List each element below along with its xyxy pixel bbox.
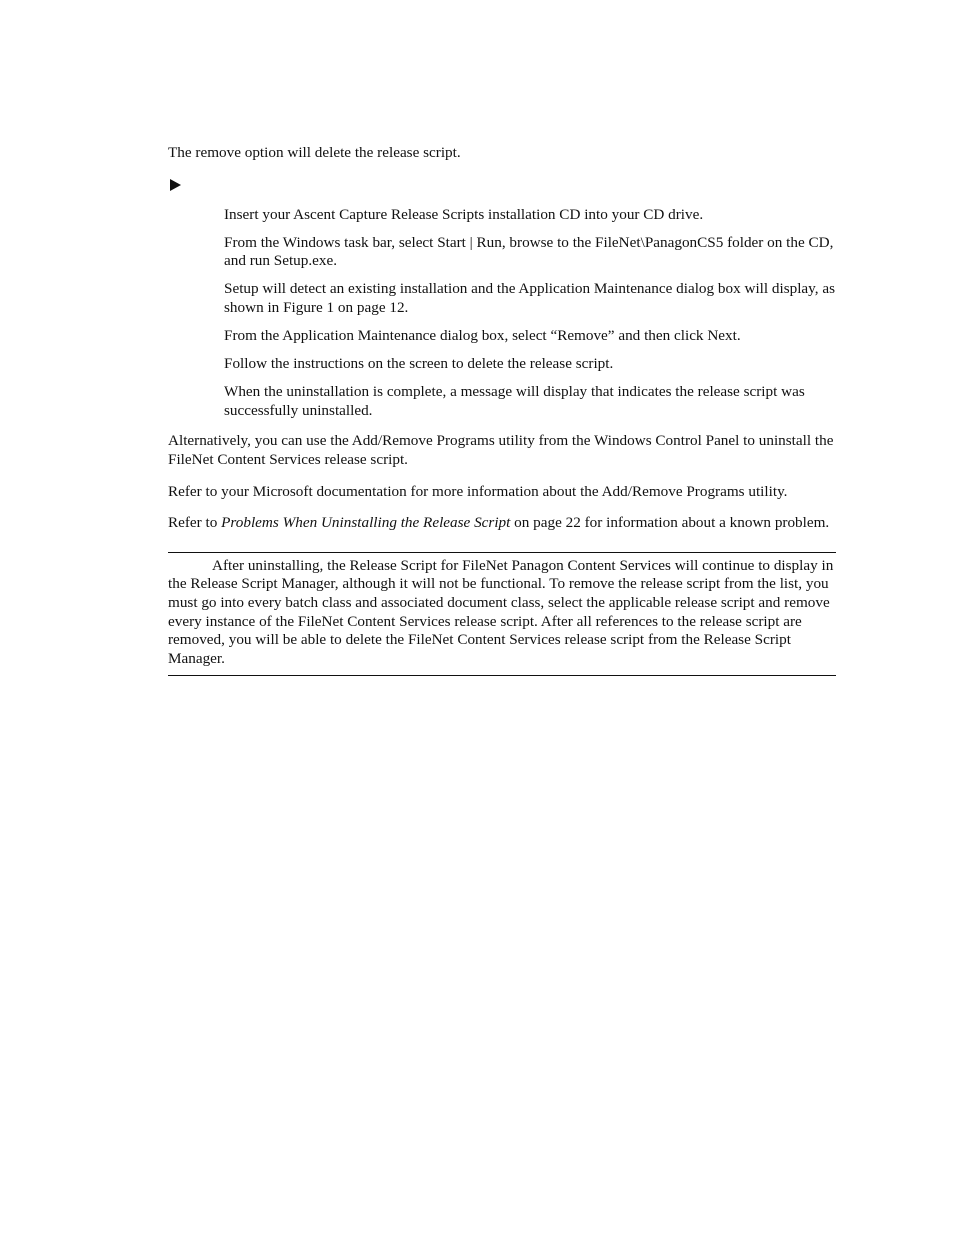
note-text: After uninstalling, the Release Script for FileNet Panagon Content Services will continue to display in the Release Script Manager, although it will not be functional. To remove the release script from the list, you must go into every batch class and associated document class, select the applicable release script and remove every instance of the FileNet Content Services release script. After all references to the release script are removed, you will be able to delete the FileNet Content Services release script from the Release Script Manager.	[168, 556, 834, 667]
known-problem-suffix: on page 22 for information about a known problem.	[510, 514, 830, 532]
problems-reference-link[interactable]: Problems When Uninstalling the Release Script	[221, 514, 511, 532]
known-problem-paragraph	[168, 514, 840, 533]
procedure-steps	[168, 206, 840, 421]
intro-text: The remove option will delete the release script.	[168, 144, 461, 161]
document-page	[168, 144, 840, 676]
step-item: Follow the instructions on the screen to delete the release script.	[224, 355, 614, 373]
step-item: When the uninstallation is complete, a message will display that indicates the release script was successfully uninstalled.	[224, 383, 805, 419]
step-item: Setup will detect an existing installation and the Application Maintenance dialog box will display, as shown in Figure 1 on page 12.	[224, 280, 836, 316]
step-item: From the Application Maintenance dialog box, select “Remove” and then click Next.	[224, 327, 741, 345]
step-item: Insert your Ascent Capture Release Scripts installation CD into your CD drive.	[224, 205, 704, 223]
known-problem-prefix: Refer to	[168, 514, 222, 532]
procedure-marker-row	[168, 177, 840, 195]
microsoft-doc-paragraph: Refer to your Microsoft documentation for more information about the Add/Remove Programs utility.	[168, 482, 788, 500]
note-box	[168, 552, 836, 677]
step-item: From the Windows task bar, select Start | Run, browse to the FileNet\PanagonCS5 folder on the CD, and run Setup.exe.	[224, 233, 834, 270]
alternative-paragraph: Alternatively, you can use the Add/Remove Programs utility from the Windows Control Panel to uninstall the FileNet Content Services release script.	[168, 432, 834, 469]
triangle-right-icon	[170, 179, 181, 191]
